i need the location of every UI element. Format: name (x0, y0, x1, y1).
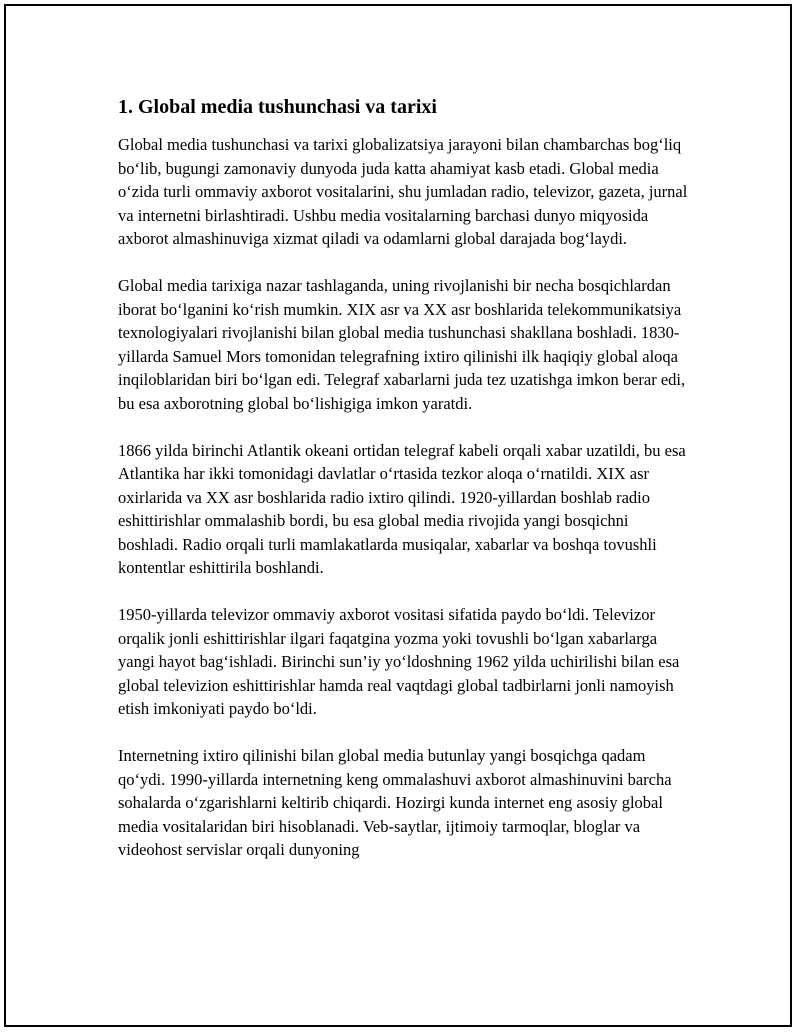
section-heading: 1. Global media tushunchasi va tarixi (118, 96, 437, 118)
paragraph-2: Global media tarixiga nazar tashlaganda, uning rivojlanishi bir necha bosqichlardan iborat bo‘lganini ko‘rish mumkin. XIX asr va XX asr boshlarida telekommunikatsiya texnologiyalari rivojlanishi bilan global media tushunchasi shakllana boshladi. 1830-yillarda Samuel Mors tomonidan telegrafning ixtiro qilinishi ilk haqiqiy global aloqa inqiloblaridan biri bo‘lgan edi. Telegraf xabarlarni juda tez uzatishga imkon berar edi, bu esa axborotning global bo‘lishigiga imkon yaratdi. (118, 276, 686, 413)
paragraph-3: 1866 yilda birinchi Atlantik okeani ortidan telegraf kabeli orqali xabar uzatildi, bu esa Atlantika har ikki tomonidagi davlatlar o‘rtasida tezkor aloqa o‘rnatildi. XIX asr oxirlarida va XX asr boshlarida radio ixtiro qilindi. 1920-yillardan boshlab radio eshittirishlar ommalashib bordi, bu esa global media rivojida yangi bosqichni boshladi. Radio orqali turli mamlakatlarda musiqalar, xabarlar va boshqa tovushli kontentlar eshittirila boshlandi. (118, 440, 686, 577)
paragraph-1: Global media tushunchasi va tarixi globalizatsiya jarayoni bilan chambarchas bog‘liq bo‘lib, bugungi zamonaviy dunyoda juda katta ahamiyat kasb etadi. Global media o‘zida turli ommaviy axborot vositalarini, shu jumladan radio, televizor, gazeta, jurnal va internetni birlashtiradi. Ushbu media vositalarning barchasi dunyo miqyosida axborot almashinuviga xizmat qiladi va odamlarni global darajada bog‘laydi. (118, 135, 688, 248)
paragraph-4: 1950-yillarda televizor ommaviy axborot vositasi sifatida paydo bo‘ldi. Televizor orqalik jonli eshittirishlar ilgari faqatgina yozma yoki tovushli bo‘lgan xabarlarga yangi hayot bag‘ishladi. Birinchi sun’iy yo‘ldoshning 1962 yilda uchirilishi bilan esa global televizion eshittirishlar hamda real vaqtdagi global tadbirlarni jonli namoyish etish imkoniyati paydo bo‘ldi. (118, 605, 680, 718)
document-body (118, 93, 690, 885)
paragraph-5: Internetning ixtiro qilinishi bilan global media butunlay yangi bosqichga qadam qo‘ydi. 1990-yillarda internetning keng ommalashuvi axborot almashinuvini barcha sohalarda o‘zgarishlarni keltirib chiqardi. Hozirgi kunda internet eng asosiy global media vositalaridan biri hisoblanadi. Veb-saytlar, ijtimoiy tarmoqlar, bloglar va videohost servislar orqali dunyoning (118, 746, 672, 859)
